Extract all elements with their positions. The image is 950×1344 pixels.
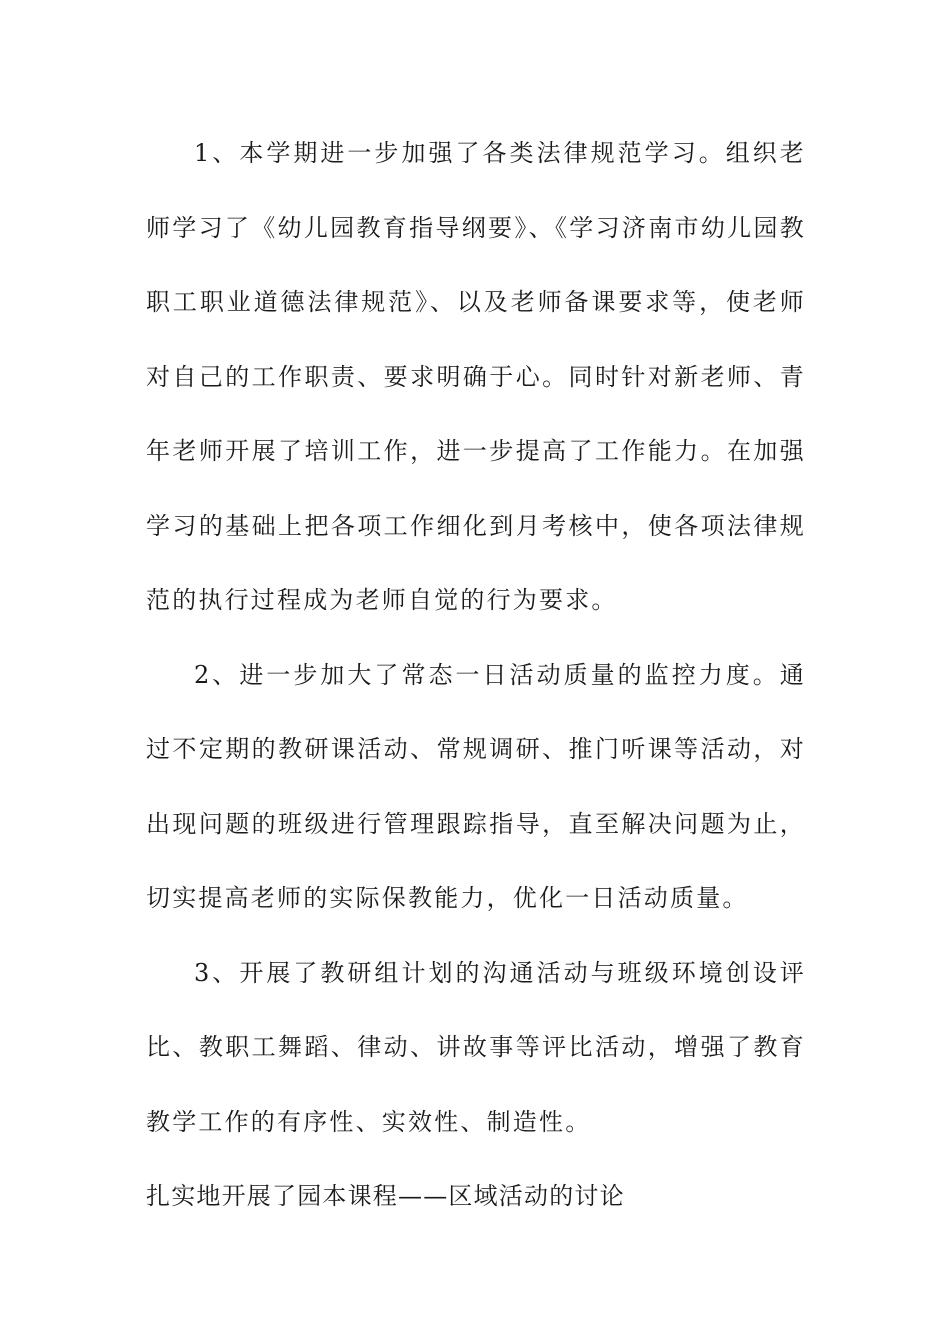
paragraph-1: 1、本学期进一步加强了各类法律规范学习。组织老师学习了《幼儿园教育指导纲要》、《学习济南市幼儿园教职工职业道德法律规范》、以及老师备课要求等，使老师对自己的工作职责、要求明确于心。同时针对新老师、青年老师开展了培训工作，进一步提高了工作能力。在加强学习的基础上把各项工作细化到月考核中，使各项法律规范的执行过程成为老师自觉的行为要求。	[146, 139, 806, 614]
document-body	[146, 116, 806, 1159]
paragraph-2: 2、进一步加大了常态一日活动质量的监控力度。通过不定期的教研课活动、常规调研、推门听课等活动，对出现问题的班级进行管理跟踪指导，直至解决问题为止，切实提高老师的实际保教能力，优化一日活动质量。	[146, 660, 806, 912]
section-heading: 扎实地开展了园本课程——区域活动的讨论	[146, 1182, 625, 1210]
paragraph-3: 3、开展了教研组计划的沟通活动与班级环境创设评比、教职工舞蹈、律动、讲故事等评比活动，增强了教育教学工作的有序性、实效性、制造性。	[146, 958, 806, 1136]
